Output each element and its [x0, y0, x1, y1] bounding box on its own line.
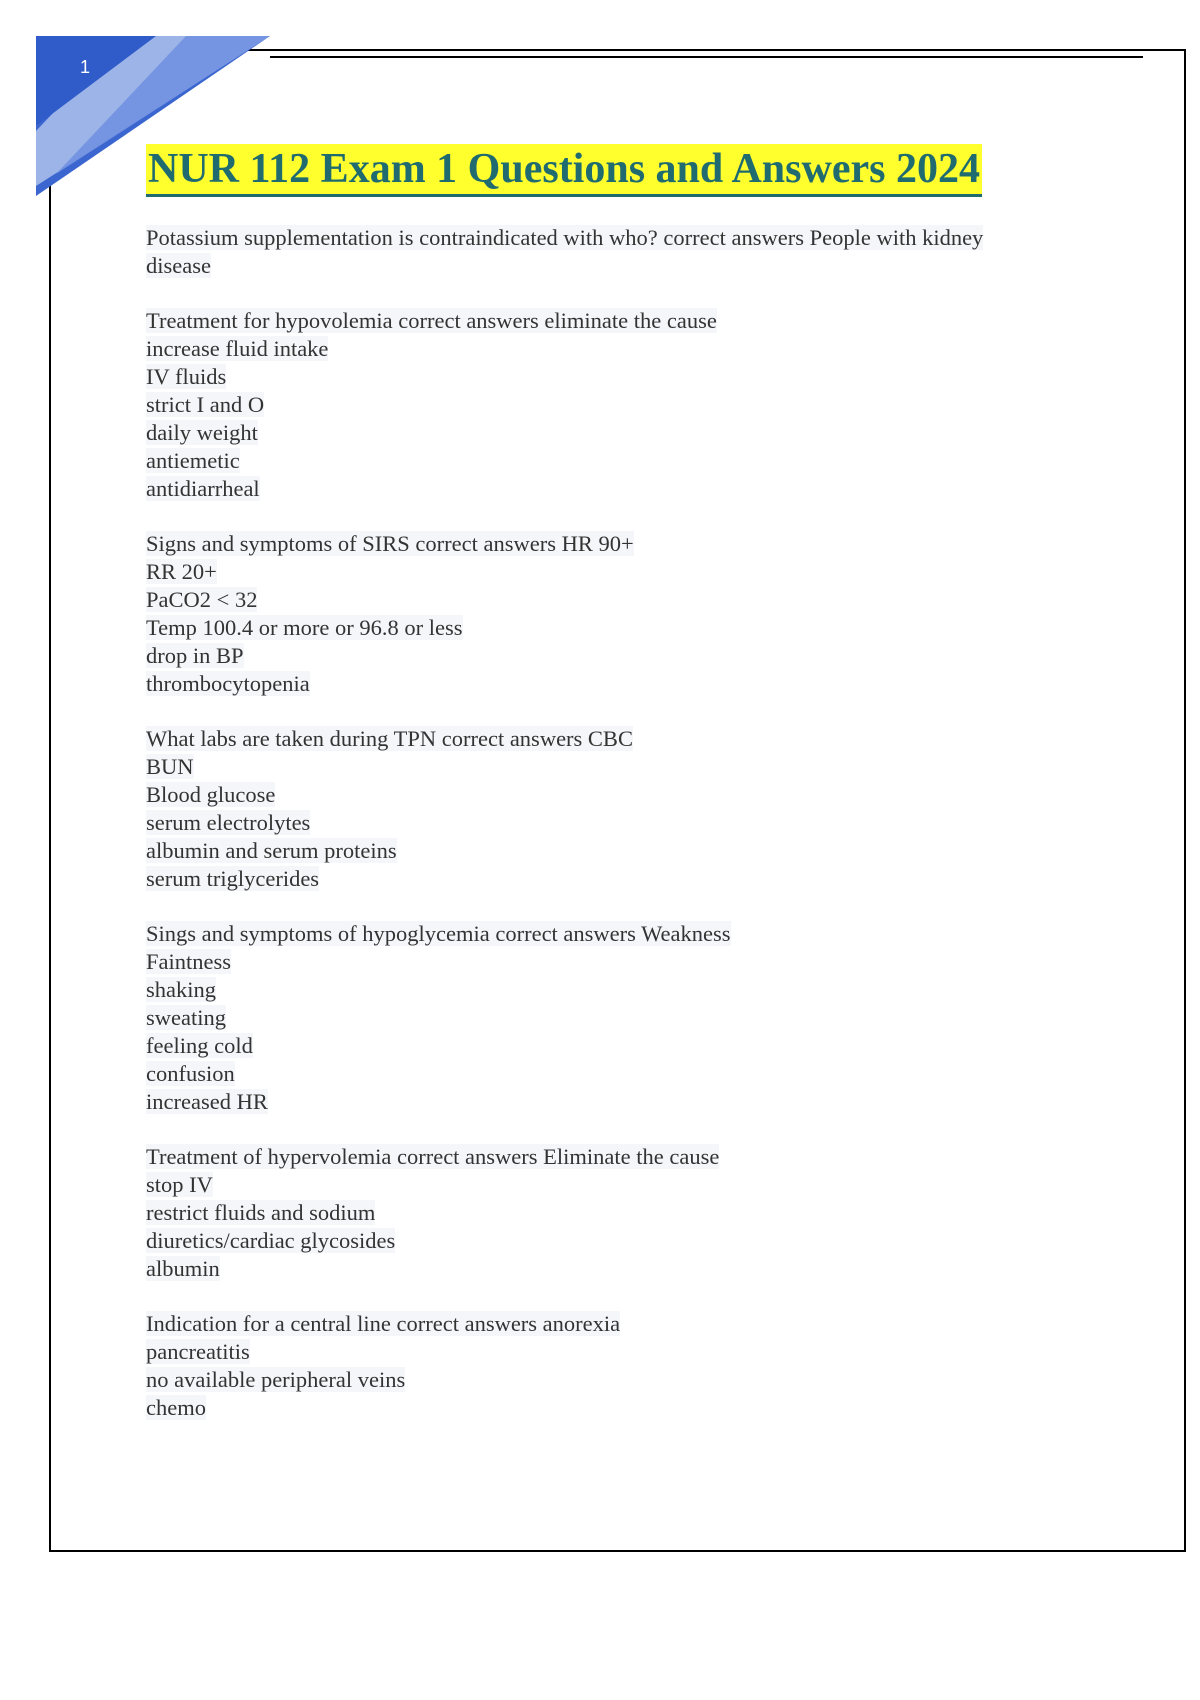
qa-answer-line [146, 642, 1076, 670]
qa-answer-line [146, 252, 1076, 280]
qa-question-line [146, 307, 1076, 335]
qa-item [146, 1143, 1076, 1283]
qa-item [146, 530, 1076, 698]
qa-line-text: PaCO2 < 32 [146, 587, 258, 612]
qa-line-text: daily weight [146, 420, 258, 445]
qa-line-text: diuretics/cardiac glycosides [146, 1228, 396, 1253]
qa-item [146, 725, 1076, 893]
qa-line-text: increase fluid intake [146, 336, 329, 361]
qa-item [146, 224, 1076, 280]
qa-answer-line [146, 809, 1076, 837]
qa-line-text: pancreatitis [146, 1339, 250, 1364]
qa-line-text: IV fluids [146, 364, 227, 389]
qa-line-text: Potassium supplementation is contraindicated with who? correct answers People with kidney [146, 225, 984, 250]
page-number: 1 [80, 57, 91, 77]
qa-answer-line [146, 670, 1076, 698]
qa-line-text: Signs and symptoms of SIRS correct answers HR 90+ [146, 531, 634, 556]
qa-line-text: increased HR [146, 1089, 268, 1114]
qa-answer-line [146, 558, 1076, 586]
qa-answer-line [146, 363, 1076, 391]
qa-line-text: Faintness [146, 949, 232, 974]
qa-answer-line [146, 586, 1076, 614]
qa-line-text: What labs are taken during TPN correct answers CBC [146, 726, 633, 751]
qa-line-text: disease [146, 253, 211, 278]
qa-line-text: chemo [146, 1395, 206, 1420]
qa-line-text: Temp 100.4 or more or 96.8 or less [146, 615, 463, 640]
qa-line-text: albumin and serum proteins [146, 838, 397, 863]
qa-answer-line [146, 1088, 1076, 1116]
qa-answer-line [146, 1227, 1076, 1255]
qa-item [146, 920, 1076, 1116]
qa-answer-line [146, 1199, 1076, 1227]
qa-answer-line [146, 1394, 1076, 1422]
qa-line-text: strict I and O [146, 392, 265, 417]
qa-question-line [146, 530, 1076, 558]
qa-question-line [146, 725, 1076, 753]
qa-item [146, 1310, 1076, 1422]
qa-question-line [146, 920, 1076, 948]
qa-answer-line [146, 391, 1076, 419]
qa-line-text: Treatment of hypervolemia correct answers Eliminate the cause [146, 1144, 720, 1169]
qa-question-line [146, 1310, 1076, 1338]
qa-line-text: no available peripheral veins [146, 1367, 406, 1392]
qa-list [146, 224, 1076, 1449]
qa-line-text: Blood glucose [146, 782, 276, 807]
qa-line-text: Indication for a central line correct answers anorexia [146, 1311, 621, 1336]
qa-line-text: sweating [146, 1005, 226, 1030]
qa-line-text: antiemetic [146, 448, 240, 473]
qa-item [146, 307, 1076, 503]
qa-line-text: Treatment for hypovolemia correct answers eliminate the cause [146, 308, 717, 333]
qa-answer-line [146, 1004, 1076, 1032]
qa-answer-line [146, 976, 1076, 1004]
qa-line-text: serum triglycerides [146, 866, 320, 891]
qa-question-line [146, 224, 1076, 252]
qa-answer-line [146, 1338, 1076, 1366]
qa-line-text: restrict fluids and sodium [146, 1200, 376, 1225]
qa-answer-line [146, 1060, 1076, 1088]
qa-line-text: stop IV [146, 1172, 213, 1197]
qa-answer-line [146, 1255, 1076, 1283]
qa-answer-line [146, 753, 1076, 781]
qa-line-text: BUN [146, 754, 194, 779]
qa-line-text: Sings and symptoms of hypoglycemia correct answers Weakness [146, 921, 731, 946]
qa-line-text: antidiarrheal [146, 476, 260, 501]
qa-line-text: feeling cold [146, 1033, 253, 1058]
qa-line-text: shaking [146, 977, 216, 1002]
document-title: NUR 112 Exam 1 Questions and Answers 2024 [146, 144, 982, 197]
qa-line-text: thrombocytopenia [146, 671, 310, 696]
qa-answer-line [146, 948, 1076, 976]
qa-line-text: albumin [146, 1256, 220, 1281]
qa-line-text: confusion [146, 1061, 235, 1086]
qa-answer-line [146, 865, 1076, 893]
qa-line-text: drop in BP [146, 643, 244, 668]
qa-answer-line [146, 837, 1076, 865]
qa-answer-line [146, 1366, 1076, 1394]
qa-line-text: RR 20+ [146, 559, 217, 584]
qa-answer-line [146, 614, 1076, 642]
qa-answer-line [146, 781, 1076, 809]
qa-answer-line [146, 447, 1076, 475]
qa-answer-line [146, 475, 1076, 503]
header-rule [270, 56, 1143, 58]
qa-answer-line [146, 335, 1076, 363]
qa-answer-line [146, 1032, 1076, 1060]
qa-answer-line [146, 419, 1076, 447]
qa-answer-line [146, 1171, 1076, 1199]
qa-line-text: serum electrolytes [146, 810, 311, 835]
qa-question-line [146, 1143, 1076, 1171]
